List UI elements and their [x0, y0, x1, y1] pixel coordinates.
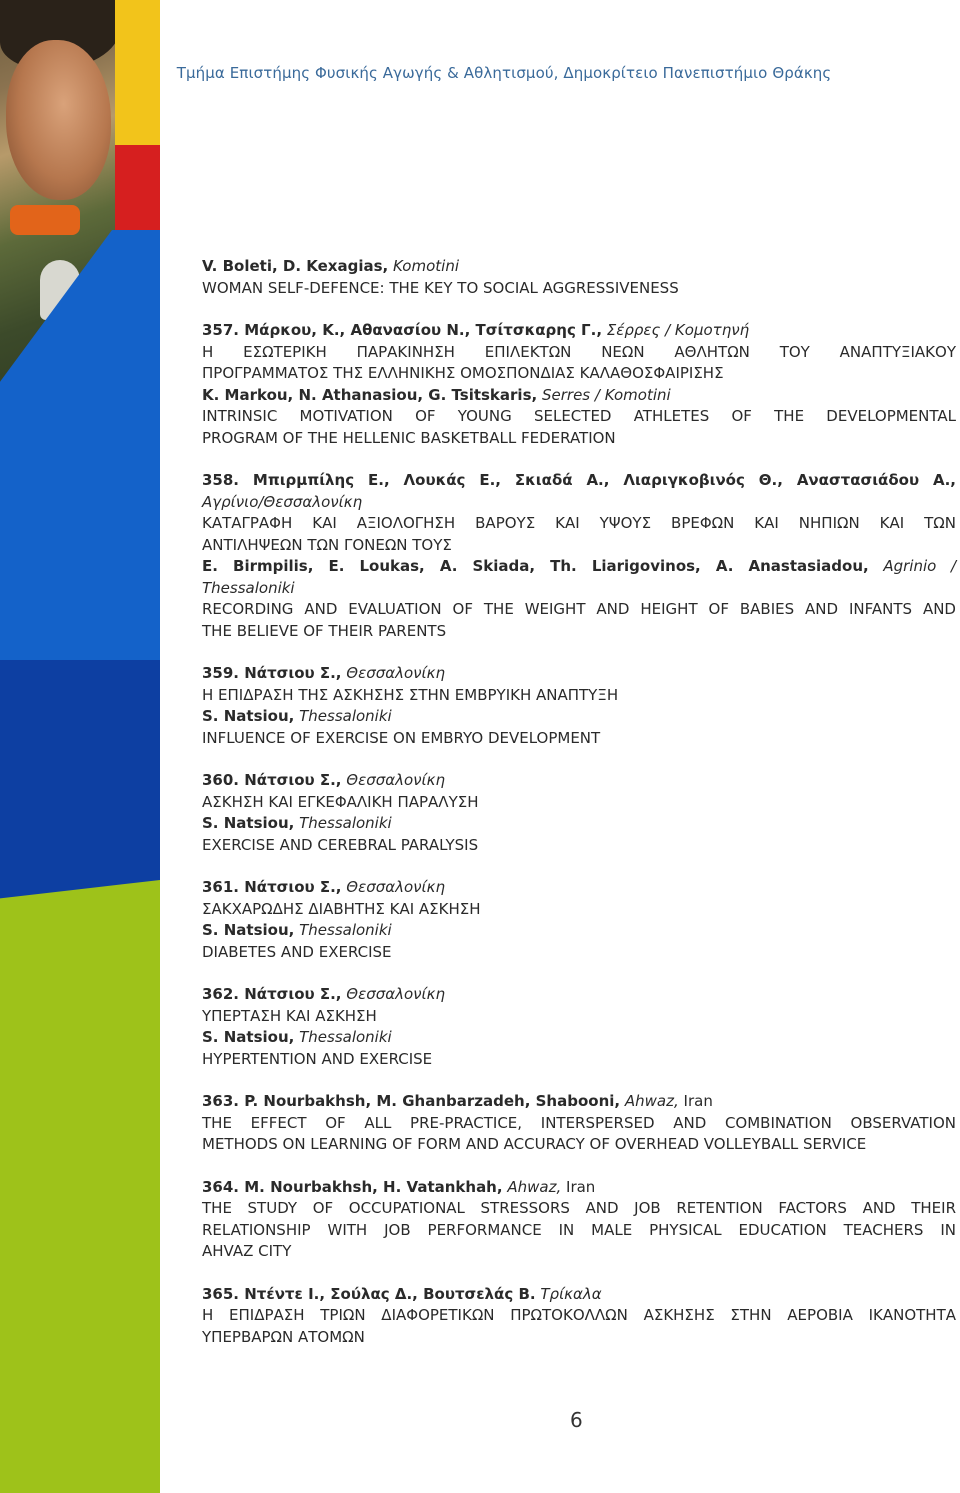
authors-text: S. Natsiou,: [202, 814, 295, 832]
abstract-entry: [202, 1284, 956, 1349]
author-line: [202, 770, 956, 792]
author-line: [202, 256, 956, 278]
location-text: Θεσσαλονίκη: [346, 664, 445, 682]
location-text: Ahwaz,: [507, 1177, 562, 1196]
author-line: [202, 578, 956, 600]
location-text: Τρίκαλα: [540, 1284, 602, 1303]
authors-text: E. Birmpilis, E. Loukas, A. Skiada, Th. Liarigovinos, A. Anastasiadou,: [202, 557, 869, 575]
abstract-entry: [202, 877, 956, 963]
author-line: [202, 877, 956, 899]
author-line: [202, 1177, 956, 1199]
title-line: DIABETES AND EXERCISE: [202, 942, 392, 961]
authors-text: K. Markou, N. Athanasiou, G. Tsitskaris,: [202, 385, 538, 404]
title-line: Η ΕΠΙΔΡΑΣΗ ΤΗΣ ΑΣΚΗΣΗΣ ΣΤΗΝ ΕΜΒΡΥΙΚΗ ΑΝΑΠΤΥΞΗ: [202, 685, 619, 704]
abstract-entry: [202, 1091, 956, 1156]
authors-text: S. Natsiou,: [202, 707, 295, 725]
location-text: Thessaloniki: [299, 814, 392, 832]
title-line: RELATIONSHIP WITH JOB PERFORMANCE IN MALE PHYSICAL EDUCATION TEACHERS IN: [202, 1220, 956, 1239]
location-text: Σέρρες / Κομοτηνή: [606, 321, 750, 339]
title-line: ΥΠΕΡΤΑΣΗ ΚΑΙ ΑΣΚΗΣΗ: [202, 1006, 377, 1025]
title-line: ΠΡΟΓΡΑΜΜΑΤΟΣ ΤΗΣ ΕΛΛΗΝΙΚΗΣ ΟΜΟΣΠΟΝΔΙΑΣ ΚΑΛΑΘΟΣΦΑΙΡΙΣΗΣ: [202, 364, 724, 382]
author-line: [202, 492, 956, 514]
location-text: Thessaloniki: [299, 1028, 392, 1046]
title-line: ΣΑΚΧΑΡΩΔΗΣ ΔΙΑΒΗΤΗΣ ΚΑΙ ΑΣΚΗΣΗ: [202, 899, 481, 918]
author-line: [202, 813, 956, 835]
location-text: Θεσσαλονίκη: [346, 771, 445, 789]
title-line: AHVAZ CITY: [202, 1242, 292, 1260]
page-header: Τμήμα Επιστήμης Φυσικής Αγωγής & Αθλητισμού, Δημοκρίτειο Πανεπιστήμιο Θράκης: [176, 64, 832, 82]
abstract-entry: [202, 470, 956, 642]
abstract-entry: [202, 1177, 956, 1263]
title-line: THE EFFECT OF ALL PRE-PRACTICE, INTERSPERSED AND COMBINATION OBSERVATION: [202, 1113, 956, 1132]
author-line: [202, 385, 956, 407]
title-line: METHODS ON LEARNING OF FORM AND ACCURACY OF OVERHEAD VOLLEYBALL SERVICE: [202, 1135, 867, 1153]
location-text: Thessaloniki: [299, 921, 392, 939]
authors-text: 357. Μάρκου, Κ., Αθανασίου Ν., Τσίτσκαρης Γ.,: [202, 321, 603, 339]
title-line: INFLUENCE OF EXERCISE ON EMBRYO DEVELOPMENT: [202, 728, 601, 747]
authors-text: V. Boleti, D. Kexagias,: [202, 257, 389, 275]
authors-text: 359. Νάτσιου Σ.,: [202, 664, 342, 682]
author-line: [202, 706, 956, 728]
photo-orange-shirt-shape: [10, 205, 80, 235]
abstract-entry: [202, 663, 956, 749]
country-text: Iran: [683, 1092, 713, 1110]
authors-text: 360. Νάτσιου Σ.,: [202, 771, 342, 789]
authors-text: 364. M. Nourbakhsh, H. Vatankhah,: [202, 1177, 503, 1196]
title-line: ΥΠΕΡΒΑΡΩΝ ΑΤΟΜΩΝ: [202, 1327, 365, 1346]
location-text: Komotini: [393, 257, 459, 275]
authors-text: S. Natsiou,: [202, 1028, 295, 1046]
title-line: ΚΑΤΑΓΡΑΦΗ ΚΑΙ ΑΞΙΟΛΟΓΗΣΗ ΒΑΡΟΥΣ ΚΑΙ ΥΨΟΥΣ ΒΡΕΦΩΝ ΚΑΙ ΝΗΠΙΩΝ ΚΑΙ ΤΩΝ: [202, 514, 956, 532]
location-text: Θεσσαλονίκη: [346, 985, 445, 1003]
location-text: Serres / Komotini: [541, 385, 671, 404]
author-line: [202, 663, 956, 685]
author-line: [202, 920, 956, 942]
abstract-entry: [202, 256, 956, 299]
title-line: ΑΝΤΙΛΗΨΕΩΝ ΤΩΝ ΓΟΝΕΩΝ ΤΟΥΣ: [202, 535, 452, 554]
title-line: EXERCISE AND CEREBRAL PARALYSIS: [202, 835, 479, 854]
location-text: Thessaloniki: [202, 578, 295, 597]
page-number: 6: [570, 1408, 583, 1432]
title-line: PROGRAM OF THE HELLENIC BASKETBALL FEDERATION: [202, 428, 616, 447]
title-line: WOMAN SELF-DEFENCE: THE KEY TO SOCIAL AGGRESSIVENESS: [202, 278, 679, 297]
author-line: [202, 1091, 956, 1113]
title-line: Η ΕΣΩΤΕΡΙΚΗ ΠΑΡΑΚΙΝΗΣΗ ΕΠΙΛΕΚΤΩΝ ΝΕΩΝ ΑΘΛΗΤΩΝ ΤΟΥ ΑΝΑΠΤΥΞΙΑΚΟΥ: [202, 342, 956, 361]
authors-text: 361. Νάτσιου Σ.,: [202, 878, 342, 896]
decorative-sidebar: [0, 0, 160, 1493]
author-line: [202, 556, 956, 578]
location-text: Thessaloniki: [299, 707, 392, 725]
country-text: Iran: [566, 1177, 596, 1196]
title-line: INTRINSIC MOTIVATION OF YOUNG SELECTED ATHLETES OF THE DEVELOPMENTAL: [202, 407, 956, 425]
title-line: THE BELIEVE OF THEIR PARENTS: [202, 621, 447, 640]
author-line: [202, 1284, 956, 1306]
location-text: Agrinio /: [883, 557, 956, 575]
title-line: HYPERTENTION AND EXERCISE: [202, 1049, 433, 1068]
title-line: Η ΕΠΙΔΡΑΣΗ ΤΡΙΩΝ ΔΙΑΦΟΡΕΤΙΚΩΝ ΠΡΩΤΟΚΟΛΛΩΝ ΑΣΚΗΣΗΣ ΣΤΗΝ ΑΕΡΟΒΙΑ ΙΚΑΝΟΤΗΤΑ: [202, 1306, 956, 1324]
title-line: ΑΣΚΗΣΗ ΚΑΙ ΕΓΚΕΦΑΛΙΚΗ ΠΑΡΑΛΥΣΗ: [202, 792, 479, 811]
location-text: Αγρίνιο/Θεσσαλονίκη: [202, 492, 363, 511]
green-color-band: [0, 880, 160, 1493]
authors-text: 363. P. Nourbakhsh, M. Ghanbarzadeh, Shabooni,: [202, 1092, 621, 1110]
dark-blue-color-band: [0, 660, 160, 900]
author-line: [202, 1027, 956, 1049]
author-line: [202, 470, 956, 492]
authors-text: 358. Μπιρμπίλης Ε., Λουκάς Ε., Σκιαδά Α., Λιαριγκοβινός Θ., Αναστασιάδου Α.,: [202, 471, 956, 489]
title-line: RECORDING AND EVALUATION OF THE WEIGHT AND HEIGHT OF BABIES AND INFANTS AND: [202, 600, 956, 618]
abstract-entry: [202, 320, 956, 449]
authors-text: S. Natsiou,: [202, 921, 295, 939]
location-text: Ahwaz,: [624, 1092, 679, 1110]
authors-text: 362. Νάτσιου Σ.,: [202, 985, 342, 1003]
location-text: Θεσσαλονίκη: [346, 878, 445, 896]
title-line: THE STUDY OF OCCUPATIONAL STRESSORS AND JOB RETENTION FACTORS AND THEIR: [202, 1199, 956, 1217]
abstract-entry: [202, 984, 956, 1070]
abstract-entry: [202, 770, 956, 856]
author-line: [202, 984, 956, 1006]
abstract-list: [202, 256, 956, 1369]
authors-text: 365. Ντέντε Ι., Σούλας Δ., Βουτσελάς Β.: [202, 1284, 536, 1303]
author-line: [202, 320, 956, 342]
